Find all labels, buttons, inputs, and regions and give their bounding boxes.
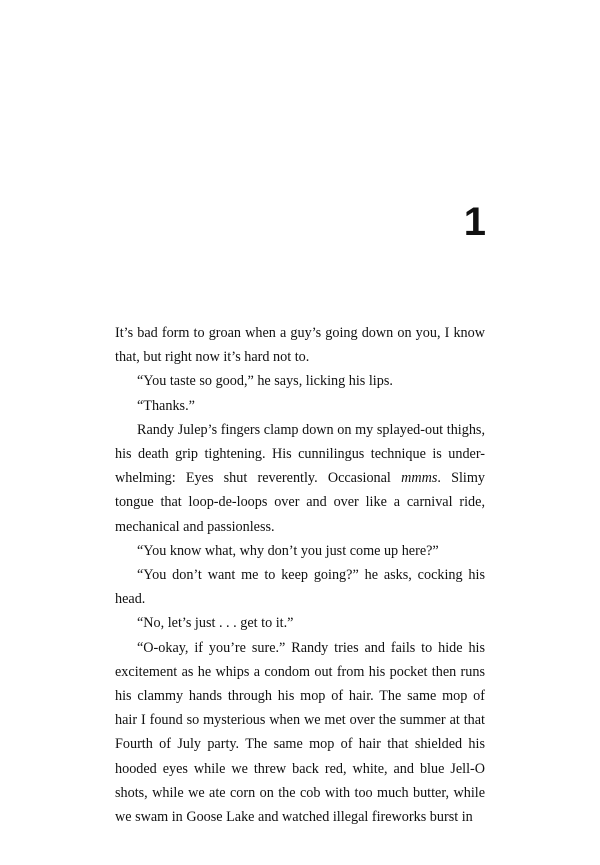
paragraph: Randy Julep’s fingers clamp down on my splayed-out thighs, his death grip tightening. His cunnilingus technique is under-whelming: Eyes shut reverently. Occasional mmms. Slimy tongue that loop-de-loops over and over like a carnival ride, mechanical and passionless. <box>115 421 485 535</box>
paragraph: “No, let’s just . . . get to it.” <box>137 615 294 632</box>
emphasis: mmms <box>401 470 438 487</box>
paragraph: “You know what, why don’t you just come up here?” <box>137 542 439 559</box>
paragraph: “O-okay, if you’re sure.” Randy tries and fails to hide his excitement as he whips a condom out from his pocket then runs his clammy hands through his mop of hair. The same mop of hair I found so mysterious when we met over the summer at that Fourth of July party. The same mop of hair that shielded his hooded eyes while we threw back red, white, and blue Jell-O shots, while we ate corn on the cob with too much butter, while we swam in Goose Lake and watched illegal fireworks burst in <box>115 639 485 826</box>
paragraph: “You taste so good,” he says, licking his lips. <box>137 373 393 390</box>
paragraph: “You don’t want me to keep going?” he asks, cocking his head. <box>115 567 485 608</box>
chapter-number: 1 <box>463 200 486 244</box>
body-text <box>115 321 485 829</box>
paragraph: It’s bad form to groan when a guy’s going down on you, I know that, but right now it’s hard not to. <box>115 325 485 366</box>
paragraph: “Thanks.” <box>137 397 195 414</box>
